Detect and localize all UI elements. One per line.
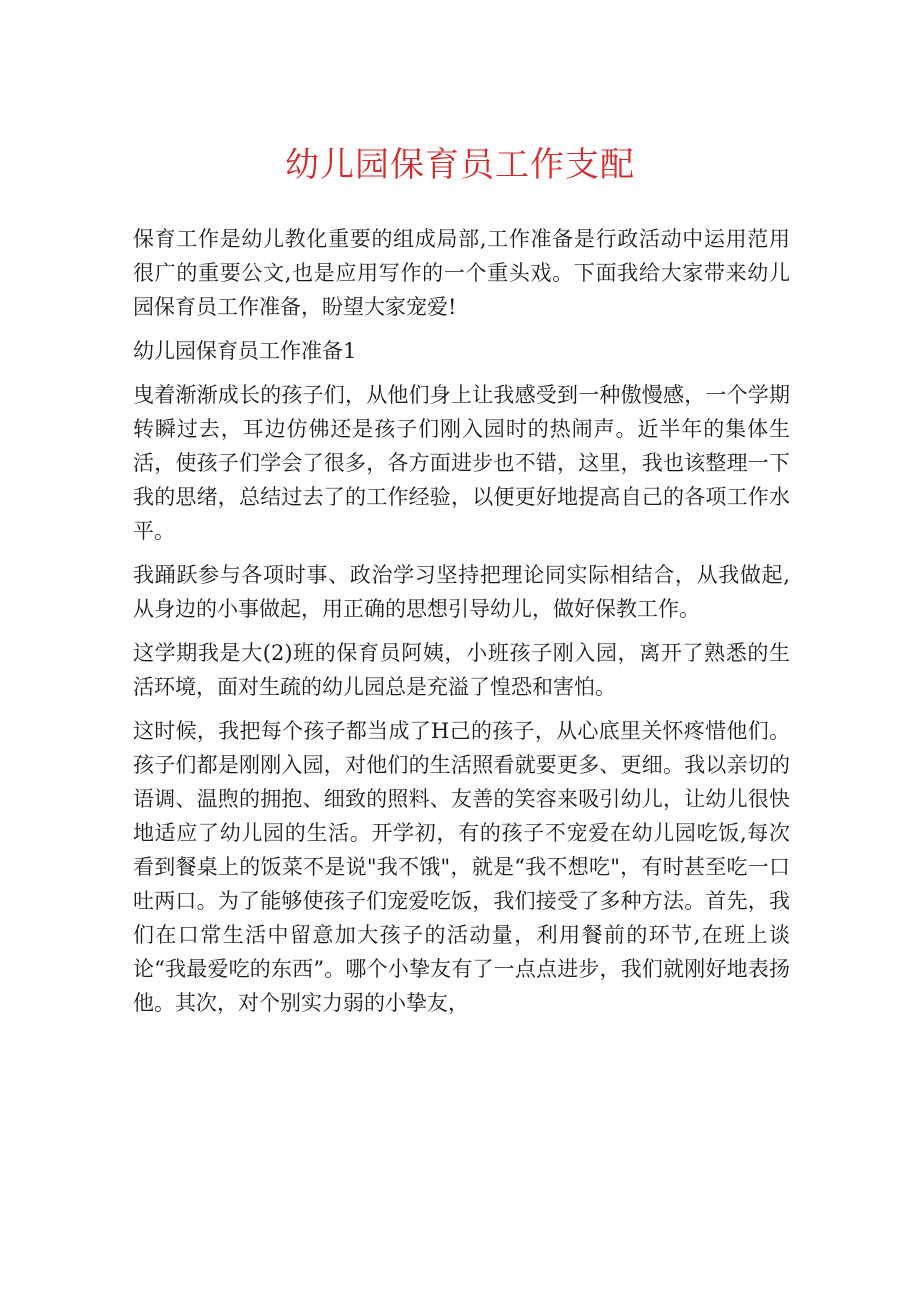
document-body — [133, 222, 790, 1030]
paragraph-2: 我踊跃参与各项时事、政治学习坚持把理论同实际相结合，从我做起,从身边的小事做起，用正确的思想引导幼儿，做好保教工作。 — [133, 563, 790, 621]
section-heading: 幼儿园保育员工作准备1 — [133, 339, 357, 363]
document-title: 幼儿园保育员工作支配 — [285, 145, 635, 185]
paragraph-1: 曳着渐渐成长的孩子们，从他们身上让我感受到一种傲慢感，一个学期转瞬过去，耳边仿佛还是孩子们刚入园时的热闹声。近半年的集体生活，使孩子们学会了很多，各方面进步也不错，这里，我也该整理一下我的思绪，总结过去了的工作经验，以便更好地提高自己的各项工作水平。 — [133, 383, 790, 543]
paragraph-3: 这学期我是大(2)班的保育员阿姨，小班孩子刚入园，离开了熟悉的生活环境，面对生疏的幼儿园总是充溢了惶恐和害怕。 — [133, 641, 790, 699]
paragraph-intro: 保育工作是幼儿教化重要的组成局部,工作准备是行政活动中运用范用很广的重要公文,也是应用写作的一个重头戏。下面我给大家带来幼儿园保育员工作准备，盼望大家宠爱! — [133, 227, 790, 319]
paragraph-4: 这时候，我把每个孩子都当成了H己的孩子，从心底里关怀疼惜他们。孩子们都是刚刚入园，对他们的生活照看就要更多、更细。我以亲切的语调、温煦的拥抱、细致的照料、友善的笑容来吸引幼儿，让幼儿很快地适应了幼儿园的生活。开学初，有的孩子不宠爱在幼儿园吃饭,每次看到餐桌上的饭菜不是说"我不饿"，就是“我不想吃"，有时甚至吃一口吐两口。为了能够使孩子们宠爱吃饭，我们接受了多种方法。首先，我们在口常生活中留意加大孩子的活动量，利用餐前的环节,在班上谈论“我最爱吃的东西”。哪个小挚友有了一点点进步，我们就刚好地表扬他。其次，对个别实力弱的小挚友， — [133, 719, 790, 1015]
